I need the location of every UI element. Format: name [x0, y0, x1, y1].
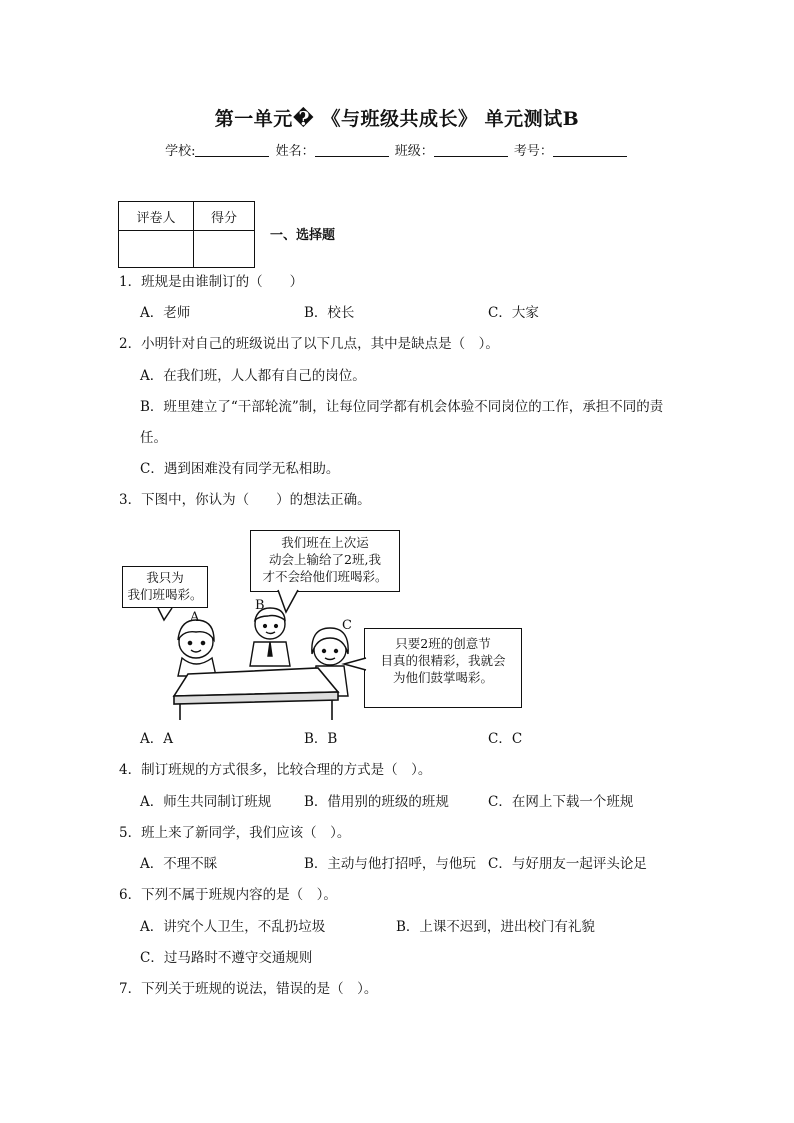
- q3-option-c[interactable]: C．C: [488, 731, 523, 747]
- question-1: 1．班规是由谁制订的（ ）: [119, 274, 304, 290]
- q5-option-a[interactable]: A．不理不睬: [140, 856, 218, 872]
- question-2: 2．小明针对自己的班级说出了以下几点，其中是缺点是（ ）。: [119, 336, 499, 352]
- q6-option-a[interactable]: A．讲究个人卫生，不乱扔垃圾: [140, 919, 326, 935]
- question-6: 6．下列不属于班规内容的是（ ）。: [119, 887, 337, 903]
- question-7: 7．下列关于班规的说法，错误的是（ ）。: [119, 981, 378, 997]
- q4-option-b[interactable]: B．借用别的班级的班规: [304, 794, 449, 810]
- q1-option-a[interactable]: A．老师: [140, 305, 191, 321]
- class-blank[interactable]: [434, 144, 508, 157]
- cartoon-illustration: [118, 524, 528, 724]
- q6-option-c[interactable]: C．过马路时不遵守交通规则: [140, 950, 313, 966]
- q4-option-a[interactable]: A．师生共同制订班规: [140, 794, 272, 810]
- label-b: B: [255, 598, 265, 613]
- cartoon-drawing: [118, 524, 528, 724]
- q2-option-b-cont: 任。: [140, 430, 167, 446]
- q5-option-c[interactable]: C．与好朋友一起评头论足: [488, 856, 647, 872]
- question-3: 3．下图中，你认为（ ）的想法正确。: [119, 492, 371, 508]
- exam-no-label: 考号：: [513, 144, 553, 159]
- q1-option-c[interactable]: C．大家: [488, 305, 539, 321]
- q6-option-b[interactable]: B．上课不迟到，进出校门有礼貌: [396, 919, 595, 935]
- student-a-figure: [178, 620, 216, 676]
- student-info-line: [0, 140, 794, 159]
- q4-option-c[interactable]: C．在网上下载一个班规: [488, 794, 634, 810]
- exam-no-blank[interactable]: [553, 144, 627, 157]
- class-label: 班级：: [394, 144, 434, 159]
- name-label: 姓名：: [275, 144, 315, 159]
- classroom-table: [174, 668, 338, 720]
- score-table: [118, 201, 255, 268]
- name-blank[interactable]: [315, 144, 389, 157]
- bubble-c-tail: [344, 658, 366, 670]
- speech-bubble-c: 只要2班的创意节 目真的很精彩，我就会 为他们鼓掌喝彩。: [364, 628, 522, 708]
- q2-option-c[interactable]: C．遇到困难没有同学无私相助。: [140, 461, 340, 477]
- page-title: 第一单元� 《与班级共成长》 单元测试B: [214, 108, 580, 130]
- speech-bubble-a: 我只为 我们班喝彩。: [122, 566, 208, 608]
- section-title: 一、选择题: [270, 228, 336, 243]
- grader-header: 评卷人: [119, 202, 194, 231]
- q2-option-b[interactable]: B．班里建立了“干部轮流”制，让每位同学都有机会体验不同岗位的工作，承担不同的责: [140, 399, 664, 415]
- q5-option-b[interactable]: B．主动与他打招呼，与他玩: [304, 856, 476, 872]
- question-4: 4．制订班规的方式很多，比较合理的方式是（ ）。: [119, 762, 432, 778]
- label-c: C: [342, 618, 352, 633]
- question-5: 5．班上来了新同学，我们应该（ ）。: [119, 825, 351, 841]
- q3-option-a[interactable]: A．A: [140, 731, 173, 747]
- bubble-a-tail: [158, 608, 172, 620]
- grader-cell[interactable]: [119, 231, 194, 268]
- speech-bubble-b: 我们班在上次运 动会上输给了2班,我 才不会给他们班喝彩。: [250, 530, 400, 592]
- score-header: 得分: [194, 202, 255, 231]
- label-a: A: [190, 610, 200, 625]
- q1-option-b[interactable]: B．校长: [304, 305, 355, 321]
- school-blank[interactable]: [195, 144, 269, 157]
- student-b-figure: [250, 608, 290, 666]
- score-cell[interactable]: [194, 231, 255, 268]
- q2-option-a[interactable]: A．在我们班，人人都有自己的岗位。: [140, 368, 366, 384]
- school-label: 学校:: [165, 144, 196, 159]
- q3-option-b[interactable]: B．B: [304, 731, 338, 747]
- bubble-b-tail: [278, 590, 298, 612]
